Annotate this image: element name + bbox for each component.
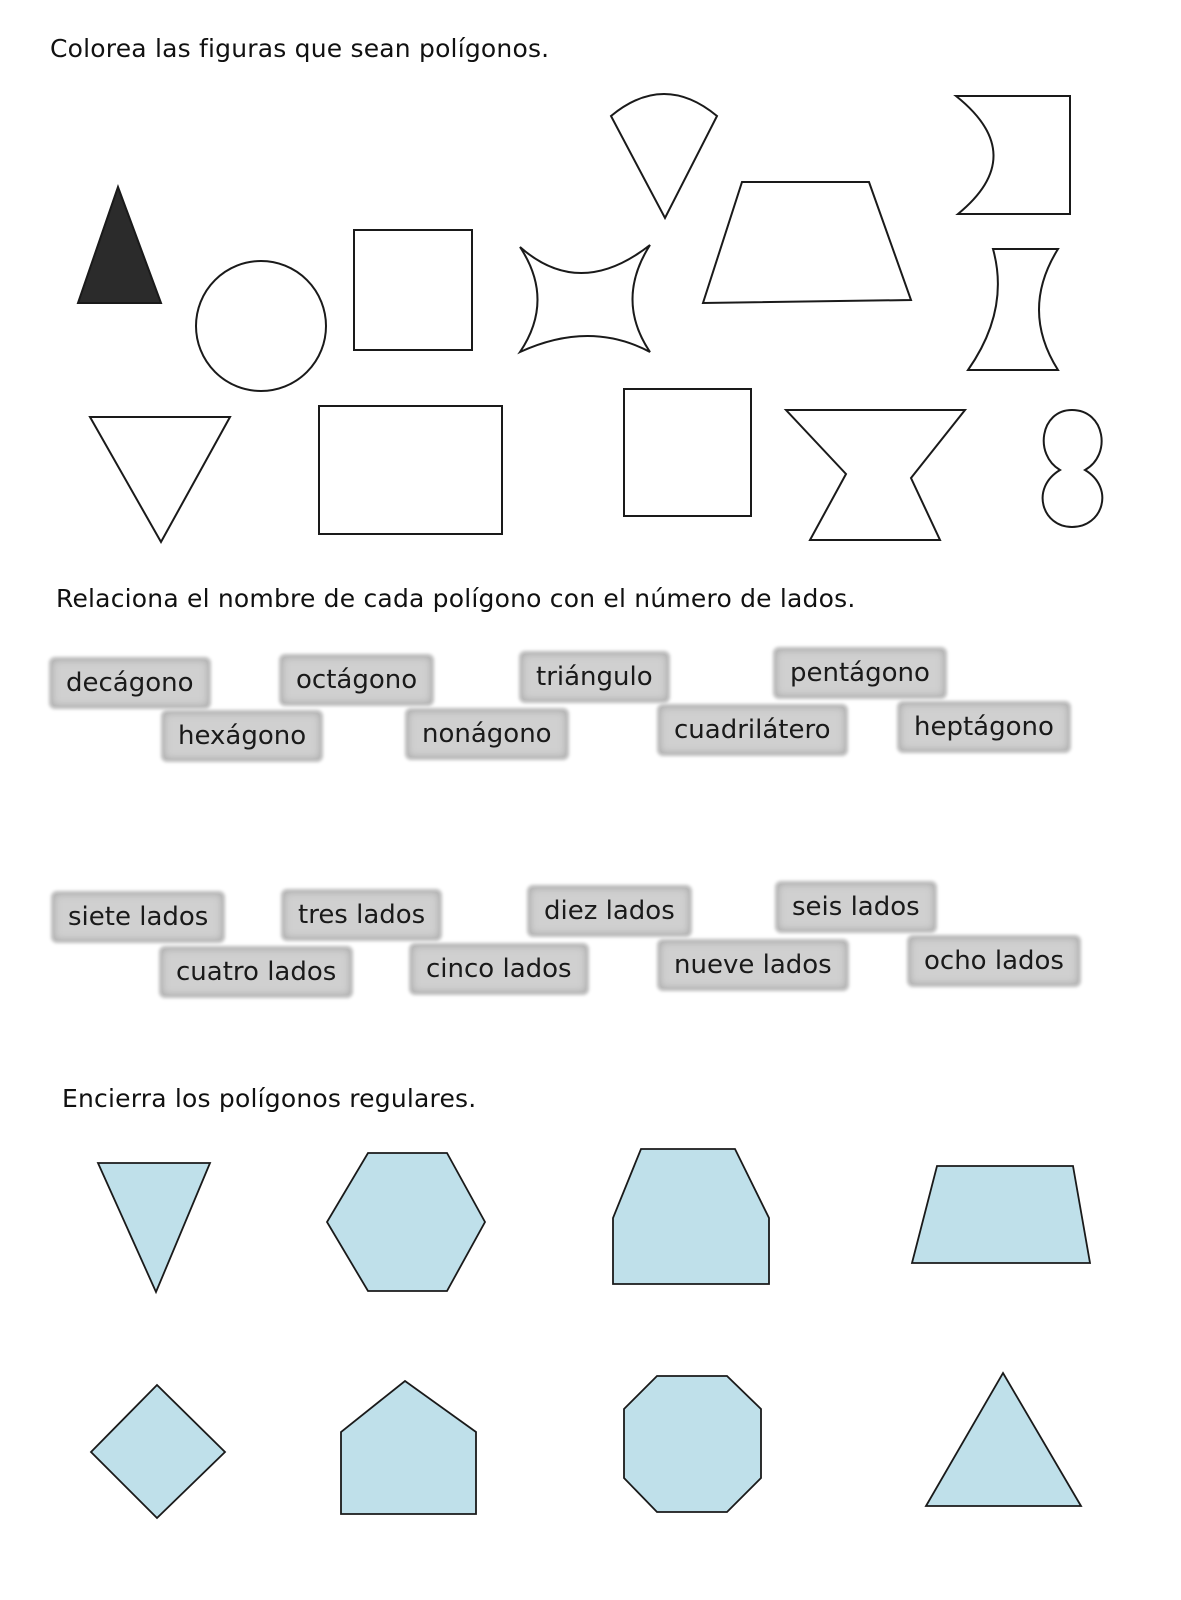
tag-triangulo[interactable]: triángulo	[522, 654, 667, 700]
circular-sector-shape[interactable]	[611, 94, 717, 218]
regular-hexagon-shape[interactable]	[327, 1153, 485, 1291]
square-shape-2[interactable]	[624, 389, 751, 516]
regular-triangle-up-shape[interactable]	[926, 1373, 1081, 1506]
circle-shape[interactable]	[196, 261, 326, 391]
tag-nueve-lados[interactable]: nueve lados	[660, 942, 846, 988]
irregular-house-shape[interactable]	[613, 1149, 769, 1284]
tag-nonagono[interactable]: nonágono	[408, 711, 566, 757]
tag-decagono[interactable]: decágono	[52, 660, 208, 706]
tag-ocho-lados[interactable]: ocho lados	[910, 938, 1078, 984]
tag-pentagono[interactable]: pentágono	[776, 650, 944, 696]
tag-siete-lados[interactable]: siete lados	[54, 894, 222, 940]
tag-cuadrilatero[interactable]: cuadrilátero	[660, 707, 845, 753]
curved-hourglass-shape[interactable]	[968, 249, 1058, 370]
filled-triangle-shape[interactable]	[78, 187, 161, 303]
trapezoid-blue-shape[interactable]	[912, 1166, 1090, 1263]
bowtie-polygon-shape[interactable]	[786, 410, 965, 540]
inverted-triangle-shape[interactable]	[90, 417, 230, 542]
regular-octagon-shape[interactable]	[624, 1376, 761, 1512]
heading-encierra: Encierra los polígonos regulares.	[62, 1084, 477, 1113]
rectangle-shape[interactable]	[319, 406, 502, 534]
tag-cinco-lados[interactable]: cinco lados	[412, 946, 586, 992]
trapezoid-shape[interactable]	[703, 182, 911, 303]
tag-diez-lados[interactable]: diez lados	[530, 888, 689, 934]
tag-heptagono[interactable]: heptágono	[900, 704, 1068, 750]
pentagon-irregular-shape[interactable]	[341, 1381, 476, 1514]
tag-octagono[interactable]: octágono	[282, 657, 431, 703]
concave-curved-shape[interactable]	[520, 245, 650, 352]
tag-hexagono[interactable]: hexágono	[164, 713, 320, 759]
tag-seis-lados[interactable]: seis lados	[778, 884, 934, 930]
tag-tres-lados[interactable]: tres lados	[284, 892, 439, 938]
heading-colorea: Colorea las figuras que sean polígonos.	[50, 34, 550, 63]
concave-rectangle-shape[interactable]	[956, 96, 1070, 214]
regular-triangle-down-shape[interactable]	[98, 1163, 210, 1292]
tag-cuatro-lados[interactable]: cuatro lados	[162, 949, 350, 995]
diamond-square-shape[interactable]	[91, 1385, 225, 1518]
figure-eight-shape[interactable]	[1043, 410, 1103, 527]
square-shape[interactable]	[354, 230, 472, 350]
heading-relaciona: Relaciona el nombre de cada polígono con el número de lados.	[56, 584, 856, 613]
